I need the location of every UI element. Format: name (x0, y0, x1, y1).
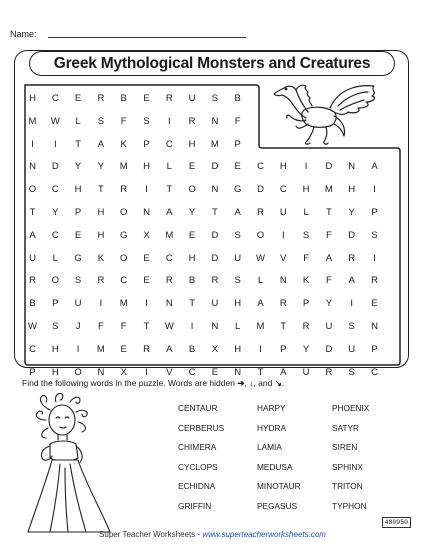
grid-letter[interactable]: I (190, 321, 194, 332)
grid-letter[interactable]: H (74, 184, 82, 196)
grid-letter[interactable]: H (51, 366, 59, 378)
grid-letter[interactable]: M (256, 321, 265, 332)
grid-letter[interactable]: E (188, 161, 196, 173)
grid-letter[interactable]: J (75, 321, 81, 332)
arrow-down-icon: ↓ (249, 378, 254, 388)
grid-letter[interactable]: N (234, 366, 242, 378)
grid-letter[interactable]: U (188, 93, 196, 104)
grid-letter[interactable]: S (234, 229, 241, 241)
grid-letter[interactable]: P (52, 298, 59, 310)
grid-letter[interactable]: R (348, 252, 356, 264)
grid-letter[interactable]: Y (52, 207, 59, 218)
grid-letter[interactable]: B (120, 93, 127, 104)
grid-letter[interactable]: N (165, 298, 173, 310)
arrow-right-icon: ➔ (237, 378, 245, 388)
instructions: Find the following words in the puzzle. Words are hidden ➔, ↓, and ↘. (22, 378, 285, 388)
grid-letter[interactable]: N (371, 321, 378, 332)
grid-letter[interactable]: H (188, 138, 196, 150)
grid-letter[interactable]: L (257, 275, 264, 287)
grid-letter[interactable]: S (52, 321, 59, 332)
grid-letter[interactable]: R (279, 298, 287, 310)
grid-letter[interactable]: P (234, 138, 241, 150)
grid-letter[interactable]: F (97, 321, 104, 332)
grid-letter[interactable]: B (188, 275, 196, 287)
grid-letter[interactable]: S (97, 115, 105, 127)
grid-letter[interactable]: O (51, 275, 59, 287)
grid-letter[interactable]: K (97, 252, 105, 264)
grid-letter[interactable]: U (279, 207, 287, 218)
grid-letter[interactable]: H (279, 161, 287, 173)
grid-letter[interactable]: U (325, 321, 333, 332)
grid-letter[interactable]: W (28, 321, 37, 332)
grid-letter[interactable]: T (97, 184, 104, 196)
grid-letter[interactable]: I (145, 298, 148, 310)
grid-letter[interactable]: N (211, 115, 219, 127)
medusa-illustration (20, 392, 120, 537)
word-bank-item: PHOENIX (332, 403, 370, 413)
grid-letter[interactable]: I (281, 229, 285, 241)
grid-letter[interactable]: E (188, 229, 196, 241)
grid-letter[interactable]: Y (348, 207, 355, 218)
grid-letter[interactable]: P (302, 298, 310, 310)
word-bank-item: CYCLOPS (178, 461, 218, 472)
grid-letter[interactable]: I (304, 161, 308, 173)
grid-letter[interactable]: T (75, 138, 81, 150)
grid-letter[interactable]: R (97, 93, 105, 104)
grid-letter[interactable]: D (51, 161, 59, 173)
grid-letter[interactable]: F (325, 229, 332, 241)
grid-letter[interactable]: O (74, 366, 82, 378)
grid-letter[interactable]: C (120, 275, 128, 287)
grid-letter[interactable]: N (348, 161, 356, 173)
grid-letter[interactable]: L (75, 115, 81, 127)
grid-letter[interactable]: S (302, 229, 310, 241)
grid-letter[interactable]: K (120, 138, 127, 150)
grid-letter[interactable]: H (97, 207, 105, 218)
grid-letter[interactable]: H (29, 93, 36, 104)
grid-letter[interactable]: D (325, 343, 333, 355)
grid-letter[interactable]: E (211, 366, 219, 378)
grid-letter[interactable]: E (143, 93, 150, 104)
instructions-and: and (258, 378, 273, 388)
grid-letter[interactable]: N (211, 321, 219, 332)
grid-letter[interactable]: T (143, 321, 150, 332)
grid-letter[interactable]: O (256, 229, 265, 241)
grid-letter[interactable]: B (29, 298, 36, 310)
grid-letter[interactable]: I (53, 138, 57, 150)
grid-letter[interactable]: F (303, 252, 309, 264)
grid-letter[interactable]: R (257, 207, 264, 218)
grid-letter[interactable]: P (74, 207, 82, 218)
grid-letter[interactable]: T (29, 207, 36, 218)
grid-letter[interactable]: U (348, 343, 356, 355)
grid-letter[interactable]: A (348, 275, 355, 287)
grid-letter[interactable]: P (371, 207, 378, 218)
grid-letter[interactable]: C (279, 184, 287, 196)
grid-letter[interactable]: S (74, 275, 82, 287)
grid-letter[interactable]: K (302, 275, 310, 287)
grid-letter[interactable]: X (143, 229, 150, 241)
grid-letter[interactable]: A (29, 229, 36, 241)
grid-letter[interactable]: T (189, 298, 195, 310)
grid-letter[interactable]: H (97, 229, 105, 241)
grid-letter[interactable]: R (371, 275, 378, 287)
grid-letter[interactable]: B (234, 93, 241, 104)
instructions-text: Find the following words in the puzzle. Words are hidden (22, 378, 235, 388)
grid-letter[interactable]: D (257, 184, 264, 196)
grid-letter[interactable]: X (211, 343, 219, 355)
word-bank-item: TYPHON (332, 500, 367, 511)
grid-letter[interactable]: I (31, 138, 34, 150)
grid-letter[interactable]: D (211, 252, 219, 264)
name-label: Name: (10, 29, 37, 39)
grid-letter[interactable]: S (371, 229, 378, 241)
word-bank-item: MINOTAUR (257, 481, 301, 491)
word-bank-item: CHIMERA (178, 442, 217, 452)
grid-letter[interactable]: I (76, 343, 80, 355)
grid-letter[interactable]: P (29, 366, 36, 378)
grid-letter[interactable]: A (166, 207, 173, 218)
grid-letter[interactable]: X (120, 366, 127, 378)
word-bank-item: SIREN (332, 442, 358, 452)
grid-letter[interactable]: R (302, 321, 310, 332)
grid-letter[interactable]: R (165, 93, 173, 104)
grid-letter[interactable]: Y (302, 343, 310, 355)
grid-letter[interactable]: Y (188, 207, 196, 218)
grid-letter[interactable]: T (166, 184, 173, 196)
grid-letter[interactable]: E (234, 161, 241, 173)
grid-letter[interactable]: E (143, 275, 150, 287)
grid-letter[interactable]: U (234, 252, 242, 264)
word-bank-item: HARPY (257, 403, 286, 413)
word-bank-item: HYDRA (257, 422, 287, 433)
grid-letter[interactable]: F (120, 321, 127, 332)
word-bank-item: LAMIA (257, 442, 282, 452)
grid-letter[interactable]: E (371, 298, 378, 310)
grid-letter[interactable]: D (211, 229, 219, 241)
word-bank-item: CENTAUR (178, 403, 218, 413)
grid-letter[interactable]: C (165, 252, 173, 264)
grid-letter[interactable]: H (234, 343, 242, 355)
grid-letter[interactable]: O (28, 184, 37, 196)
grid-letter[interactable]: I (145, 366, 148, 378)
grid-letter[interactable]: H (143, 161, 150, 173)
grid-letter[interactable]: Y (325, 298, 333, 310)
grid-letter[interactable]: M (119, 161, 128, 173)
grid-letter[interactable]: S (143, 115, 150, 127)
grid-letter[interactable]: D (211, 161, 219, 173)
grid-letter[interactable]: D (348, 229, 356, 241)
grid-letter[interactable]: I (167, 115, 171, 127)
grid-letter[interactable]: R (211, 275, 219, 287)
grid-letter[interactable]: L (52, 252, 58, 264)
grid-letter[interactable]: R (143, 343, 150, 355)
grid-letter[interactable]: N (29, 161, 36, 173)
grid-letter[interactable]: G (119, 229, 128, 241)
grid-letter[interactable]: E (120, 343, 127, 355)
grid-letter[interactable]: F (325, 275, 332, 287)
grid-letter[interactable]: M (210, 138, 219, 150)
grid-letter[interactable]: A (166, 343, 173, 355)
word-bank-item: TRITON (332, 481, 363, 491)
grid-letter[interactable]: S (348, 366, 355, 378)
grid-letter[interactable]: P (371, 343, 378, 355)
grid-letter[interactable]: U (211, 298, 219, 310)
grid-letter[interactable]: F (120, 115, 127, 127)
grid-letter[interactable]: T (211, 207, 218, 218)
grid-letter[interactable]: F (234, 115, 241, 127)
grid-letter[interactable]: A (97, 138, 105, 150)
grid-letter[interactable]: L (166, 161, 172, 173)
footer-separator: - (195, 530, 203, 539)
grid-letter[interactable]: R (188, 115, 196, 127)
grid-letter[interactable]: M (324, 184, 333, 196)
word-bank-item: SATYR (332, 422, 360, 433)
grid-letter[interactable]: U (74, 298, 82, 310)
grid-letter[interactable]: H (302, 184, 310, 196)
grid-letter[interactable]: C (165, 138, 173, 150)
grid-letter[interactable]: D (325, 161, 333, 173)
word-bank-item: GRIFFIN (178, 500, 212, 511)
grid-letter[interactable]: T (325, 207, 332, 218)
grid-letter[interactable]: S (211, 93, 219, 104)
grid-letter[interactable]: R (120, 184, 128, 196)
grid-letter[interactable]: C (29, 343, 36, 355)
grid-letter[interactable]: M (119, 298, 128, 310)
grid-letter[interactable]: C (51, 93, 59, 104)
grid-letter[interactable]: I (259, 343, 262, 355)
grid-letter[interactable]: V (280, 252, 287, 264)
grid-letter[interactable]: P (143, 138, 150, 150)
grid-letter[interactable]: U (29, 252, 36, 264)
grid-letter[interactable]: R (325, 366, 333, 378)
grid-letter[interactable]: E (74, 93, 82, 104)
grid-letter[interactable]: L (235, 321, 241, 332)
grid-letter[interactable]: N (279, 275, 287, 287)
arrow-diagonal-icon: ↘ (274, 378, 282, 388)
grid-letter[interactable]: E (143, 252, 150, 264)
grid-letter[interactable]: H (51, 343, 59, 355)
grid-letter[interactable]: G (233, 184, 242, 196)
grid-letter[interactable]: I (145, 184, 148, 196)
grid-letter[interactable]: A (257, 298, 264, 310)
grid-letter[interactable]: C (51, 184, 59, 196)
worksheet-code: 480950 (382, 517, 411, 528)
grid-letter[interactable]: B (188, 343, 196, 355)
word-bank-item: PEGASUS (257, 500, 298, 511)
grid-letter[interactable]: I (373, 252, 376, 264)
grid-letter[interactable]: V (166, 366, 173, 378)
footer-url[interactable]: www.superteacherworksheets.com (202, 530, 326, 539)
grid-letter[interactable]: N (211, 184, 219, 196)
grid-letter[interactable]: O (188, 184, 196, 196)
grid-letter[interactable]: E (74, 229, 82, 241)
footer (0, 530, 425, 539)
grid-letter[interactable]: H (348, 184, 356, 196)
grid-letter[interactable]: I (99, 298, 103, 310)
grid-letter[interactable]: R (97, 275, 105, 287)
grid-letter[interactable]: C (257, 161, 264, 173)
grid-letter[interactable]: W (50, 115, 60, 127)
word-bank-item: MEDUSA (257, 461, 293, 472)
grid-letter[interactable]: Y (97, 161, 105, 173)
grid-letter[interactable]: A (280, 366, 287, 378)
grid-letter[interactable]: M (96, 343, 105, 355)
grid-letter[interactable]: O (119, 252, 128, 264)
grid-letter[interactable]: S (234, 275, 241, 287)
grid-letter[interactable]: C (188, 366, 196, 378)
page-title: Greek Mythological Monsters and Creatures (29, 51, 395, 76)
word-bank-item: SPHINX (332, 461, 363, 472)
grid-letter[interactable]: T (257, 366, 264, 378)
grid-letter[interactable]: A (234, 207, 241, 218)
word-bank-item: ECHIDNA (178, 481, 216, 491)
grid-letter[interactable]: G (74, 252, 82, 264)
grid-letter[interactable]: N (97, 366, 105, 378)
grid-letter[interactable]: C (51, 229, 59, 241)
grid-letter[interactable]: L (303, 207, 309, 218)
grid-letter[interactable]: M (165, 229, 174, 241)
grid-letter[interactable]: I (373, 184, 376, 196)
grid-letter[interactable]: M (28, 115, 37, 127)
grid-letter[interactable]: N (143, 207, 150, 218)
grid-letter[interactable]: A (371, 161, 378, 173)
grid-letter[interactable]: T (280, 321, 287, 332)
grid-letter[interactable]: P (280, 343, 287, 355)
word-bank-item: CERBERUS (178, 422, 225, 433)
pegasus-illustration (268, 80, 398, 146)
grid-letter[interactable]: H (188, 252, 196, 264)
grid-letter[interactable]: C (371, 366, 378, 378)
grid-letter[interactable]: Y (74, 161, 82, 173)
grid-letter[interactable]: S (348, 321, 355, 332)
grid-letter[interactable]: I (350, 298, 353, 310)
grid-letter[interactable]: A (325, 252, 333, 264)
grid-letter[interactable]: O (119, 207, 128, 218)
grid-letter[interactable]: W (256, 252, 265, 264)
grid-letter[interactable]: R (29, 275, 36, 287)
grid-letter[interactable]: H (234, 298, 242, 310)
grid-letter[interactable]: W (164, 321, 174, 332)
grid-letter[interactable]: R (165, 275, 173, 287)
grid-letter[interactable]: U (302, 366, 310, 378)
footer-site-name: Super Teacher Worksheets (99, 530, 196, 539)
